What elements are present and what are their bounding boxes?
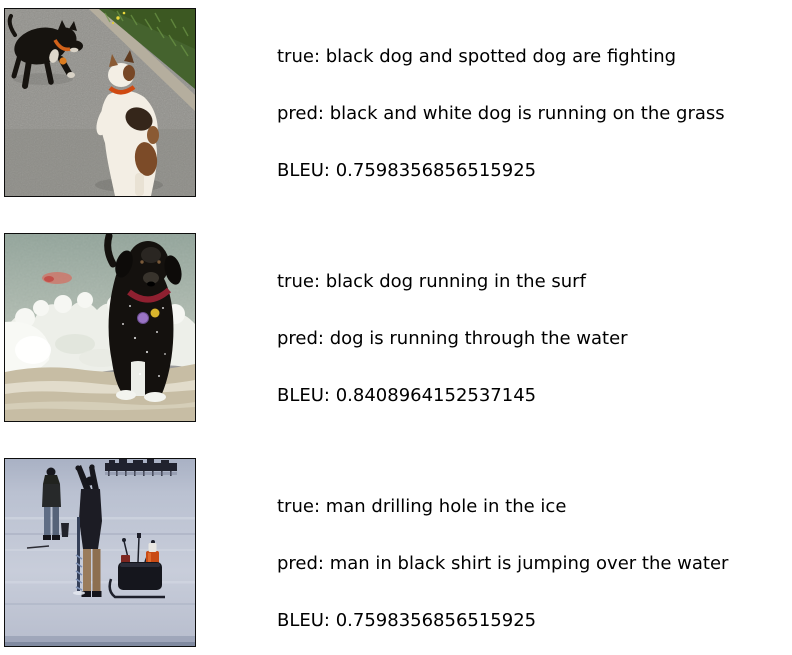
result-row-3 xyxy=(0,458,792,647)
orange-tag xyxy=(59,57,66,64)
photo-ice-fishing xyxy=(4,458,196,647)
ice-bottom-shadow xyxy=(5,636,195,646)
ice-fishing-scene xyxy=(5,459,195,646)
bleu-score: BLEU: 0.7598356856515925 xyxy=(277,160,537,181)
jug-white-cap xyxy=(149,543,157,552)
dog-surf-scene xyxy=(5,234,195,421)
pred-caption: pred: black and white dog is running on the grass xyxy=(277,103,725,124)
pred-caption: pred: dog is running through the water xyxy=(277,328,628,349)
bleu-score: BLEU: 0.7598356856515925 xyxy=(277,610,537,631)
result-row-1 xyxy=(0,8,792,197)
dogs-road-scene xyxy=(5,9,195,196)
photo-dogs-road xyxy=(4,8,196,197)
true-caption: true: black dog running in the surf xyxy=(277,271,586,292)
yellow-flower xyxy=(123,12,126,15)
true-caption: true: man drilling hole in the ice xyxy=(277,496,567,517)
white-muzzle xyxy=(70,48,79,52)
purple-tag xyxy=(138,313,149,324)
pred-caption: pred: man in black shirt is jumping over the water xyxy=(277,553,729,574)
yellow-flower xyxy=(112,22,114,24)
red-toy-in-water xyxy=(42,272,72,284)
photo-dog-surf xyxy=(4,233,196,422)
yellow-tag xyxy=(151,309,160,318)
true-caption: true: black dog and spotted dog are fighting xyxy=(277,46,677,67)
red-gear-item xyxy=(121,555,130,563)
result-row-2 xyxy=(0,233,792,422)
yellow-flower xyxy=(116,16,119,19)
bait-bucket xyxy=(61,523,69,537)
bleu-score: BLEU: 0.8408964152537145 xyxy=(277,385,537,406)
